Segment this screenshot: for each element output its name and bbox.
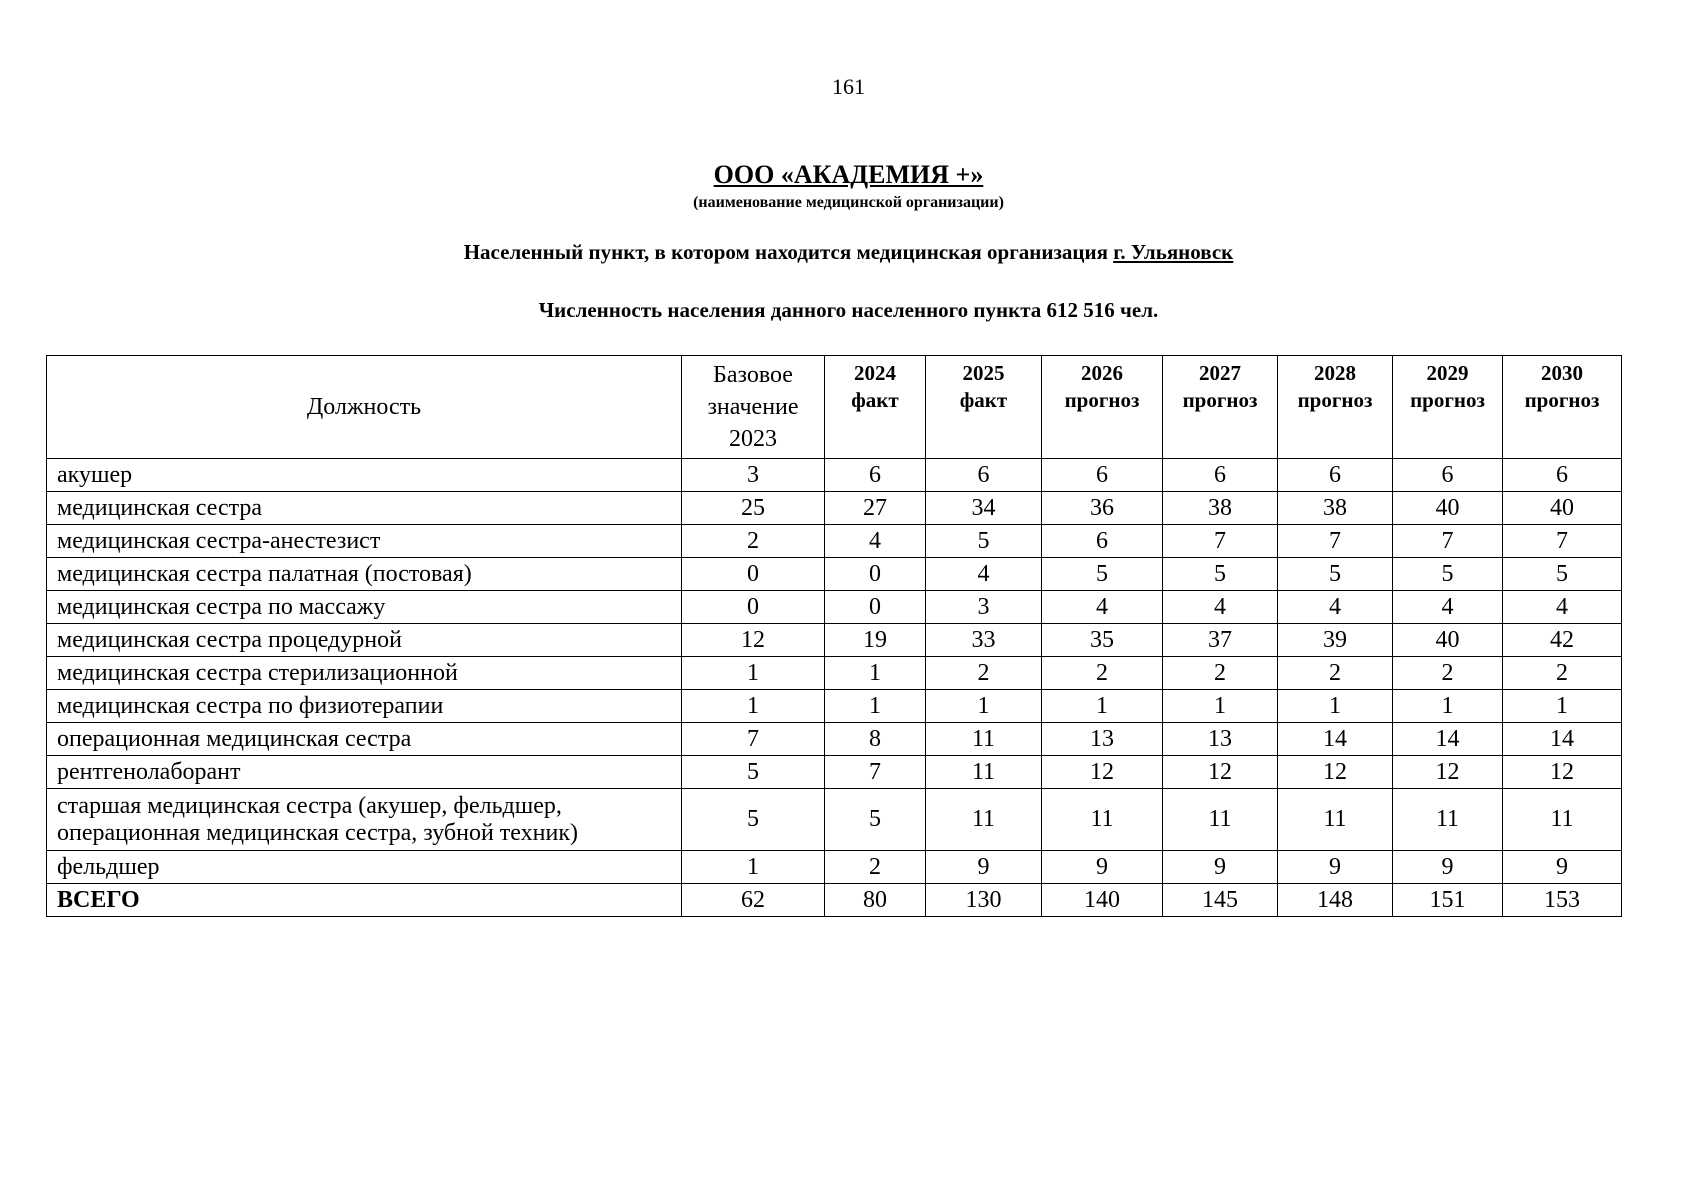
value-cell: 2 (1163, 657, 1278, 690)
value-cell: 9 (1163, 851, 1278, 884)
value-cell: 33 (926, 624, 1042, 657)
position-cell: медицинская сестра процедурной (47, 624, 682, 657)
value-cell: 11 (1278, 789, 1393, 851)
value-cell: 5 (926, 525, 1042, 558)
value-cell: 9 (926, 851, 1042, 884)
value-cell: 7 (1393, 525, 1503, 558)
locality-line (0, 240, 1697, 265)
position-cell: акушер (47, 459, 682, 492)
position-cell: фельдшер (47, 851, 682, 884)
value-cell: 1 (825, 657, 926, 690)
table-row (47, 756, 1622, 789)
value-cell: 2 (926, 657, 1042, 690)
header-base-value: Базовое значение 2023 (682, 356, 825, 459)
value-cell: 2 (682, 525, 825, 558)
value-cell: 1 (926, 690, 1042, 723)
value-cell: 39 (1278, 624, 1393, 657)
table-row (47, 690, 1622, 723)
value-cell: 5 (682, 756, 825, 789)
table-row (47, 525, 1622, 558)
value-cell: 6 (1042, 525, 1163, 558)
value-cell: 6 (1393, 459, 1503, 492)
locality-value: г. Ульяновск (1113, 240, 1234, 264)
value-cell: 40 (1393, 624, 1503, 657)
table-total-row (47, 884, 1622, 917)
organization-caption: (наименование медицинской организации) (693, 194, 1004, 211)
value-cell: 1 (682, 657, 825, 690)
population-line: Численность населения данного населенного пункта 612 516 чел. (538, 298, 1159, 322)
position-cell: медицинская сестра по массажу (47, 591, 682, 624)
total-value-cell: 80 (825, 884, 926, 917)
value-cell: 0 (825, 591, 926, 624)
staffing-table (46, 355, 1622, 917)
value-cell: 8 (825, 723, 926, 756)
value-cell: 2 (1393, 657, 1503, 690)
value-cell: 12 (682, 624, 825, 657)
table-header-row (47, 356, 1622, 459)
value-cell: 2 (1042, 657, 1163, 690)
value-cell: 5 (1163, 558, 1278, 591)
header-year-2024 (825, 356, 926, 459)
table-row (47, 789, 1622, 851)
value-cell: 13 (1163, 723, 1278, 756)
value-cell: 3 (682, 459, 825, 492)
position-cell: медицинская сестра-анестезист (47, 525, 682, 558)
total-value-cell: 148 (1278, 884, 1393, 917)
total-value-cell: 62 (682, 884, 825, 917)
value-cell: 7 (682, 723, 825, 756)
header-year: 2025 (962, 361, 1005, 385)
header-year-2029 (1393, 356, 1503, 459)
header-kind: прогноз (1297, 388, 1373, 412)
value-cell: 11 (1163, 789, 1278, 851)
value-cell: 11 (926, 756, 1042, 789)
position-cell: медицинская сестра стерилизационной (47, 657, 682, 690)
value-cell: 4 (825, 525, 926, 558)
value-cell: 5 (682, 789, 825, 851)
value-cell: 6 (1042, 459, 1163, 492)
header-year-2025 (926, 356, 1042, 459)
value-cell: 40 (1503, 492, 1622, 525)
value-cell: 5 (1042, 558, 1163, 591)
table-row (47, 591, 1622, 624)
value-cell: 35 (1042, 624, 1163, 657)
page-number: 161 (832, 74, 865, 99)
value-cell: 11 (1393, 789, 1503, 851)
value-cell: 2 (1503, 657, 1622, 690)
header-year: 2029 (1426, 361, 1469, 385)
value-cell: 7 (825, 756, 926, 789)
header-kind: факт (851, 388, 899, 412)
value-cell: 36 (1042, 492, 1163, 525)
value-cell: 19 (825, 624, 926, 657)
value-cell: 4 (926, 558, 1042, 591)
table-row (47, 558, 1622, 591)
value-cell: 11 (1503, 789, 1622, 851)
table-row (47, 723, 1622, 756)
value-cell: 1 (1042, 690, 1163, 723)
header-kind: прогноз (1524, 388, 1600, 412)
value-cell: 1 (825, 690, 926, 723)
value-cell: 1 (1278, 690, 1393, 723)
header-year-2028 (1278, 356, 1393, 459)
position-cell: операционная медицинская сестра (47, 723, 682, 756)
position-cell: рентгенолаборант (47, 756, 682, 789)
header-kind: прогноз (1182, 388, 1258, 412)
value-cell: 12 (1042, 756, 1163, 789)
header-year-2026 (1042, 356, 1163, 459)
value-cell: 5 (1393, 558, 1503, 591)
total-value-cell: 130 (926, 884, 1042, 917)
value-cell: 4 (1042, 591, 1163, 624)
value-cell: 2 (825, 851, 926, 884)
header-position: Должность (47, 356, 682, 459)
value-cell: 27 (825, 492, 926, 525)
position-cell: медицинская сестра палатная (постовая) (47, 558, 682, 591)
total-value-cell: 153 (1503, 884, 1622, 917)
header-year: 2024 (854, 361, 896, 385)
locality-label: Населенный пункт, в котором находится медицинская организация (463, 240, 1108, 264)
value-cell: 12 (1393, 756, 1503, 789)
header-year: 2026 (1081, 361, 1123, 385)
value-cell: 5 (825, 789, 926, 851)
value-cell: 37 (1163, 624, 1278, 657)
total-value-cell: 151 (1393, 884, 1503, 917)
value-cell: 0 (682, 591, 825, 624)
header-year: 2028 (1314, 361, 1356, 385)
value-cell: 5 (1278, 558, 1393, 591)
value-cell: 1 (682, 851, 825, 884)
value-cell: 14 (1278, 723, 1393, 756)
value-cell: 4 (1393, 591, 1503, 624)
value-cell: 9 (1278, 851, 1393, 884)
header-kind: факт (959, 388, 1008, 412)
position-cell: медицинская сестра по физиотерапии (47, 690, 682, 723)
table-row (47, 657, 1622, 690)
position-cell: старшая медицинская сестра (акушер, фельдшер, операционная медицинская сестра, зубной техник) (47, 789, 682, 851)
value-cell: 6 (825, 459, 926, 492)
value-cell: 34 (926, 492, 1042, 525)
value-cell: 7 (1278, 525, 1393, 558)
value-cell: 38 (1163, 492, 1278, 525)
value-cell: 40 (1393, 492, 1503, 525)
value-cell: 6 (1503, 459, 1622, 492)
value-cell: 0 (825, 558, 926, 591)
value-cell: 38 (1278, 492, 1393, 525)
value-cell: 12 (1163, 756, 1278, 789)
header-year: 2030 (1541, 361, 1583, 385)
value-cell: 7 (1163, 525, 1278, 558)
header-kind: прогноз (1410, 388, 1485, 412)
value-cell: 4 (1163, 591, 1278, 624)
value-cell: 13 (1042, 723, 1163, 756)
value-cell: 9 (1503, 851, 1622, 884)
value-cell: 7 (1503, 525, 1622, 558)
table-row (47, 492, 1622, 525)
total-value-cell: 145 (1163, 884, 1278, 917)
value-cell: 11 (1042, 789, 1163, 851)
organization-name: ООО «АКАДЕМИЯ +» (713, 160, 984, 189)
value-cell: 12 (1503, 756, 1622, 789)
value-cell: 12 (1278, 756, 1393, 789)
value-cell: 11 (926, 789, 1042, 851)
value-cell: 5 (1503, 558, 1622, 591)
position-cell: медицинская сестра (47, 492, 682, 525)
value-cell: 25 (682, 492, 825, 525)
table-row (47, 851, 1622, 884)
value-cell: 1 (1503, 690, 1622, 723)
header-year-2030 (1503, 356, 1622, 459)
value-cell: 11 (926, 723, 1042, 756)
total-label-cell: ВСЕГО (47, 884, 682, 917)
value-cell: 3 (926, 591, 1042, 624)
total-value-cell: 140 (1042, 884, 1163, 917)
value-cell: 2 (1278, 657, 1393, 690)
header-year-2027 (1163, 356, 1278, 459)
table-body (47, 459, 1622, 917)
value-cell: 1 (682, 690, 825, 723)
header-kind: прогноз (1064, 388, 1140, 412)
value-cell: 6 (1163, 459, 1278, 492)
value-cell: 1 (1163, 690, 1278, 723)
header-year: 2027 (1199, 361, 1241, 385)
value-cell: 42 (1503, 624, 1622, 657)
value-cell: 14 (1393, 723, 1503, 756)
value-cell: 0 (682, 558, 825, 591)
value-cell: 6 (926, 459, 1042, 492)
value-cell: 6 (1278, 459, 1393, 492)
value-cell: 9 (1042, 851, 1163, 884)
value-cell: 14 (1503, 723, 1622, 756)
value-cell: 4 (1278, 591, 1393, 624)
value-cell: 9 (1393, 851, 1503, 884)
value-cell: 1 (1393, 690, 1503, 723)
value-cell: 4 (1503, 591, 1622, 624)
table-row (47, 624, 1622, 657)
table-row (47, 459, 1622, 492)
